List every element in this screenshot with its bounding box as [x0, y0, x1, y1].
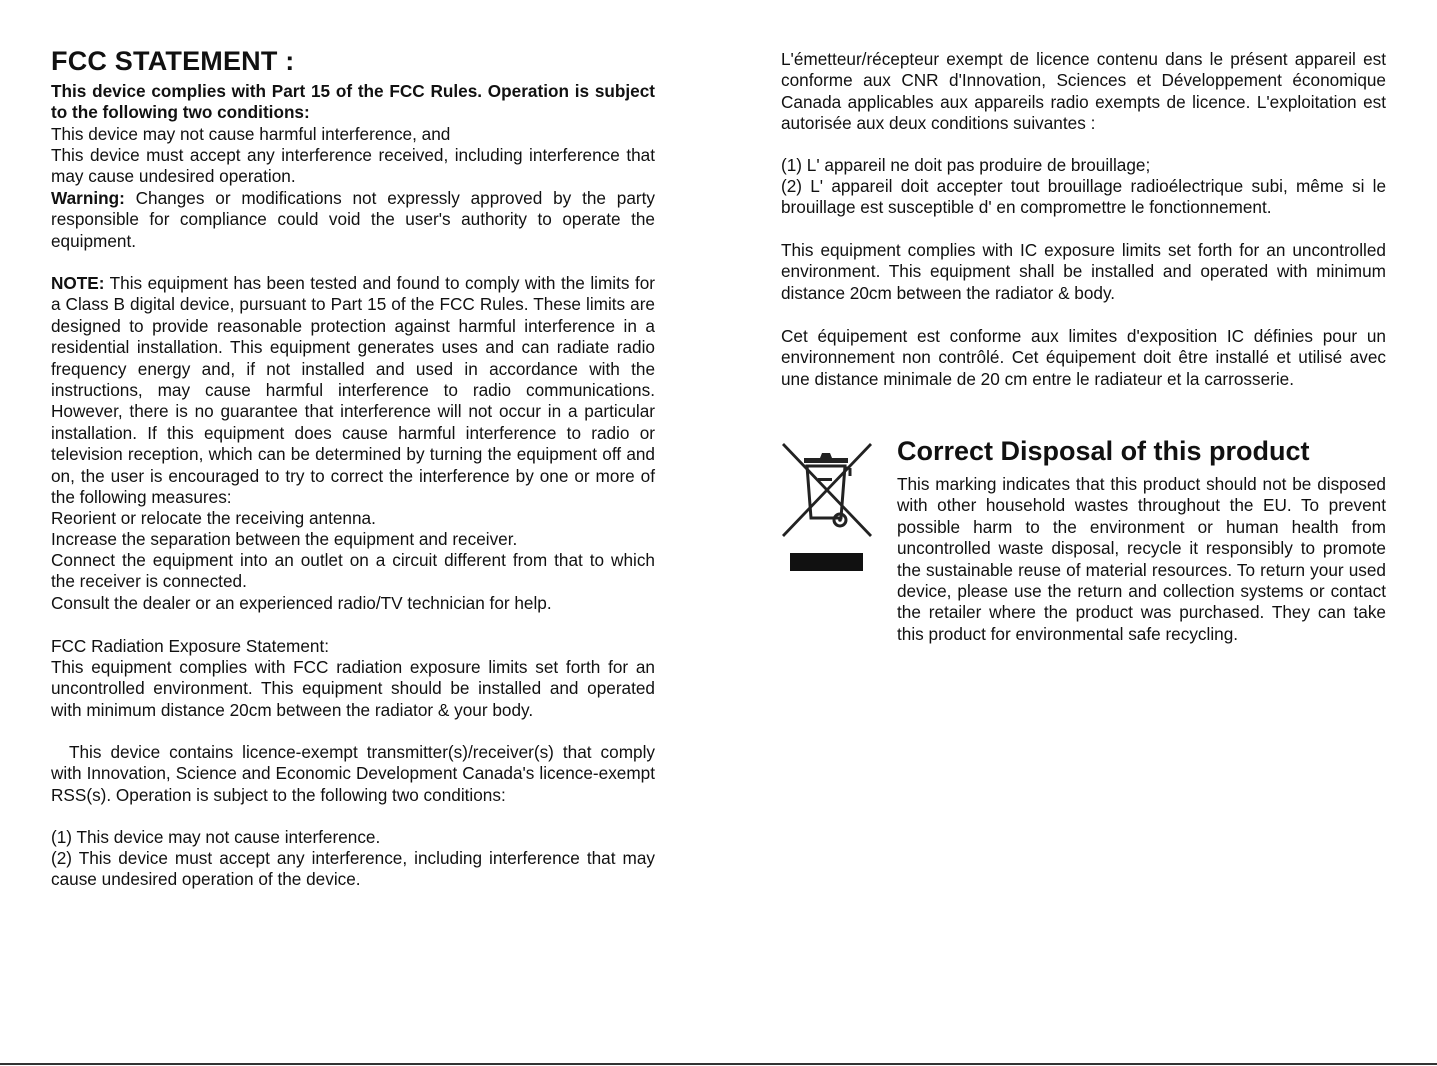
crossed-out-wheelie-bin-icon: [781, 442, 875, 576]
french-condition-2: (2) L' appareil doit accepter tout brouillage radioélectrique subi, même si le brouillage est susceptible d' en compromettre le fonctionnement.: [781, 176, 1386, 218]
measure-item: Reorient or relocate the receiving antenna.: [51, 508, 376, 528]
measure-item: Increase the separation between the equipment and receiver.: [51, 529, 518, 549]
disposal-text: This marking indicates that this product should not be disposed with other household wastes throughout the EU. To prevent possible harm to the environment or human health from uncontrolled waste disposal, recycle it responsibly to promote the sustainable reuse of material resources. To return your used device, please use the return and collection systems or contact the retailer where the product was purchased. They can take this product for environmental safe recycling.: [897, 474, 1386, 644]
fcc-intro: This device complies with Part 15 of the FCC Rules. Operation is subject to the following two conditions:: [51, 81, 655, 123]
note-paragraph: [51, 273, 655, 508]
note-text: This equipment has been tested and found to comply with the limits for a Class B digital device, pursuant to Part 15 of the FCC Rules. These limits are designed to provide reasonable protection against harmful interference in a residential installation. This equipment generates uses and can radiate radio frequency energy and, if not installed and used in accordance with the instructions, may cause harmful interference to radio communications. However, there is no guarantee that interference will not occur in a particular installation. If this equipment does cause harmful interference to radio or television reception, which can be determined by turning the equipment off and on, the user is encouraged to try to correct the interference by one or more of the following measures:: [51, 273, 655, 508]
radiation-text: This equipment complies with FCC radiation exposure limits set forth for an uncontrolled environment. This equipment should be installed and operated with minimum distance 20cm between the radiator & your body.: [51, 657, 655, 720]
radiation-heading: FCC Radiation Exposure Statement:: [51, 636, 329, 656]
ised-condition-2: (2) This device must accept any interference, including interference that may cause undesired operation of the device.: [51, 848, 655, 890]
ic-exposure-text: This equipment complies with IC exposure limits set forth for an uncontrolled environment. This equipment shall be installed and operated with minimum distance 20cm between the radiator & body.: [781, 240, 1386, 303]
fcc-statement-title: FCC STATEMENT :: [51, 46, 295, 76]
fcc-condition-1: This device may not cause harmful interference, and: [51, 124, 451, 144]
warning-text: Changes or modifications not expressly approved by the party responsible for compliance could void the user's authority to operate the equipment.: [51, 188, 655, 251]
ised-intro: This device contains licence-exempt transmitter(s)/receiver(s) that comply with Innovation, Science and Economic Development Canada's licence-exempt RSS(s). Operation is subject to the following two conditions:: [51, 742, 655, 805]
bottom-divider: [0, 1063, 1437, 1065]
french-condition-1: (1) L' appareil ne doit pas produire de brouillage;: [781, 155, 1151, 175]
french-intro: L'émetteur/récepteur exempt de licence contenu dans le présent appareil est conforme aux CNR d'Innovation, Sciences et Développement économique Canada applicables aux appareils radio exempts de licence. L'exploitation est autorisée aux deux conditions suivantes :: [781, 49, 1386, 134]
french-exposure-text: Cet équipement est conforme aux limites d'exposition IC définies pour un environnement non contrôlé. Cet équipement doit être installé et utilisé avec une distance minimale de 20 cm entre le radiateur et la carrosserie.: [781, 326, 1386, 389]
ised-condition-1: (1) This device may not cause interference.: [51, 827, 381, 847]
disposal-title: Correct Disposal of this product: [897, 436, 1310, 466]
measure-item: Connect the equipment into an outlet on a circuit different from that to which the receiver is connected.: [51, 550, 655, 592]
warning-paragraph: [51, 188, 655, 252]
note-label: NOTE:: [51, 273, 105, 293]
fcc-condition-2: This device must accept any interference received, including interference that may cause undesired operation.: [51, 145, 655, 187]
warning-label: Warning:: [51, 188, 125, 208]
measure-item: Consult the dealer or an experienced radio/TV technician for help.: [51, 593, 552, 613]
